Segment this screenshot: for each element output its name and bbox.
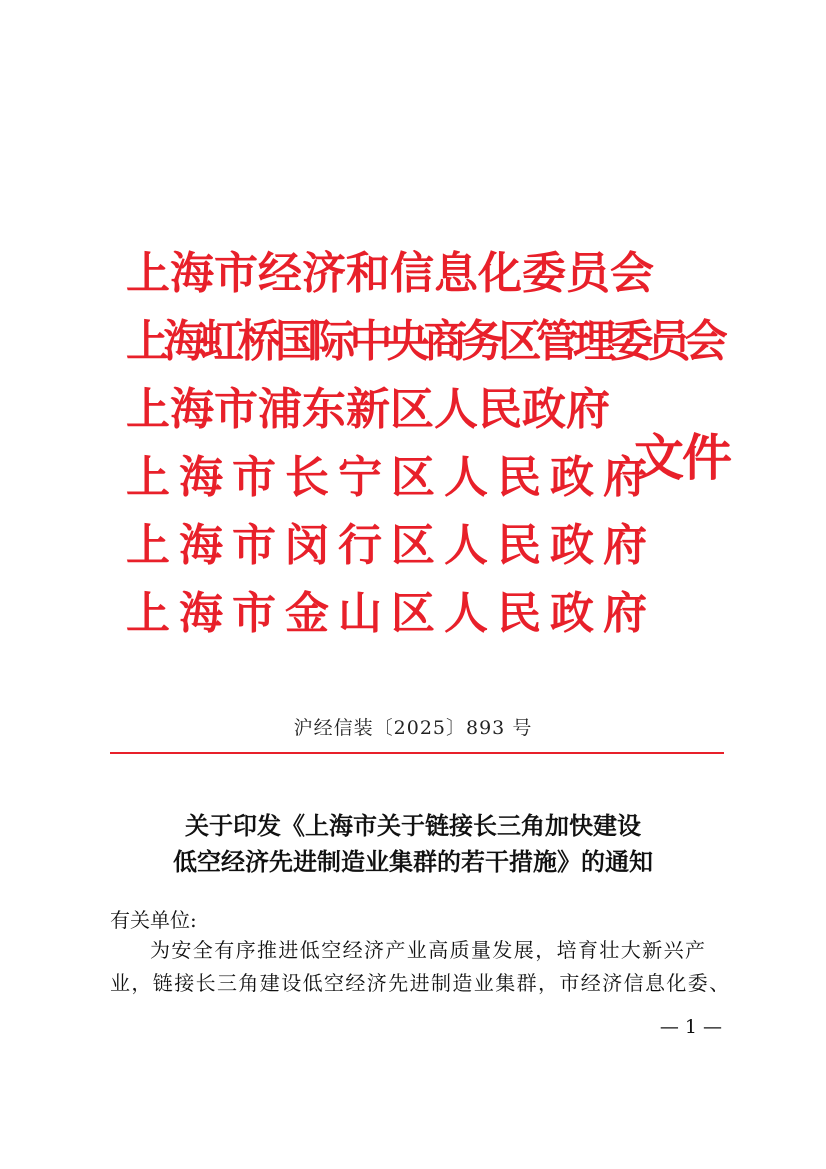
body-line-2: 业，链接长三角建设低空经济先进制造业集群，市经济信息化委、	[110, 971, 731, 995]
body-line-1: 为安全有序推进低空经济产业高质量发展，培育壮大新兴产	[150, 938, 707, 962]
document-number: 沪经信装〔2025〕893 号	[293, 717, 533, 739]
issuer-name-4: 上海市长宁区人民政府	[126, 452, 656, 503]
title-line-1: 关于印发《上海市关于链接长三角加快建设	[185, 811, 641, 840]
issuer-name-1: 上海市经济和信息化委员会	[126, 248, 654, 299]
file-mark: 文件	[634, 428, 730, 487]
red-divider	[110, 752, 724, 754]
issuer-name-6: 上海市金山区人民政府	[126, 588, 656, 639]
addressee: 有关单位:	[110, 908, 197, 932]
page-number: — 1 —	[659, 1016, 722, 1038]
body-paragraph	[110, 934, 731, 1000]
issuer-name-5: 上海市闵行区人民政府	[126, 520, 656, 571]
title-line-2: 低空经济先进制造业集群的若干措施》的通知	[173, 847, 653, 876]
document-title	[0, 808, 826, 880]
issuer-name-3: 上海市浦东新区人民政府	[126, 384, 610, 435]
issuer-name-2: 上海虹桥国际中央商务区管理委员会	[126, 316, 722, 367]
